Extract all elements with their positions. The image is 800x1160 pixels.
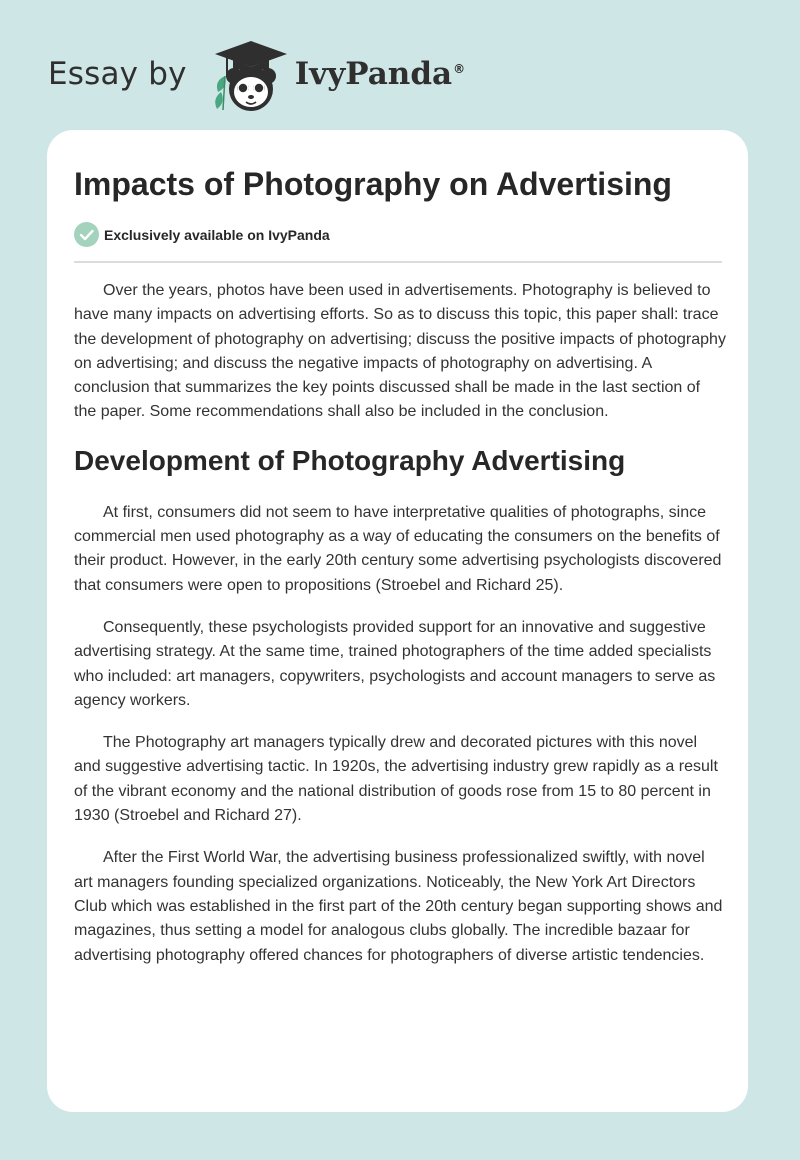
body-paragraph: At first, consumers did not seem to have interpretative qualities of photographs, since commercial men used photography as a way of educating the consumers on the benefits of their product. However, in the early 20th century some advertising psychologists discovered that consumers were open to propositions (Stroebel and Richard 25).	[74, 503, 722, 594]
title-divider	[74, 261, 722, 263]
panda-graduate-logo-icon	[205, 34, 293, 114]
registered-mark: ®	[453, 61, 466, 76]
section-heading: Development of Photography Advertising	[74, 444, 626, 476]
body-paragraph: The Photography art managers typically drew and decorated pictures with this novel and suggestive advertising tactic. In 1920s, the advertising industry grew rapidly as a result of the vibrant economy and the national distribution of goods rose from 15 to 80 percent in 1930 (Stroebel and Richard 27).	[74, 734, 718, 825]
article-card	[47, 130, 748, 1112]
body-paragraph: Consequently, these psychologists provided support for an innovative and suggestive advertising strategy. At the same time, trained photographers of the time added specialists who included: art managers, copywriters, psychologists and account managers to serve as agency workers.	[74, 618, 716, 709]
article-title: Impacts of Photography on Advertising	[74, 166, 672, 202]
brand-name: IvyPanda®	[294, 56, 466, 92]
check-circle-icon	[74, 222, 99, 247]
brand-header[interactable]	[48, 34, 465, 114]
body-paragraph: After the First World War, the advertising business professionalized swiftly, with novel art managers founding specialized organizations. Noticeably, the New York Art Directors Club which was established in the first part of the 20th century began supporting shows and magazines, thus setting a model for analogous clubs globally. The incredible bazaar for advertising photography offered chances for photographers of diverse artistic tendencies.	[74, 849, 723, 964]
brand-prefix: Essay by	[48, 56, 187, 92]
article-body	[74, 279, 726, 986]
exclusive-badge	[74, 222, 330, 247]
intro-paragraph: Over the years, photos have been used in advertisements. Photography is believed to have many impacts on advertising efforts. So as to discuss this topic, this paper shall: trace the development of photography on advertising; discuss the positive impacts of photography on advertising; and discuss the negative impacts of photography on advertising. A conclusion that summarizes the key points discussed shall be made in the last section of the paper. Some recommendations shall also be included in the conclusion.	[74, 282, 726, 421]
exclusive-badge-text: Exclusively available on IvyPanda	[104, 226, 330, 243]
